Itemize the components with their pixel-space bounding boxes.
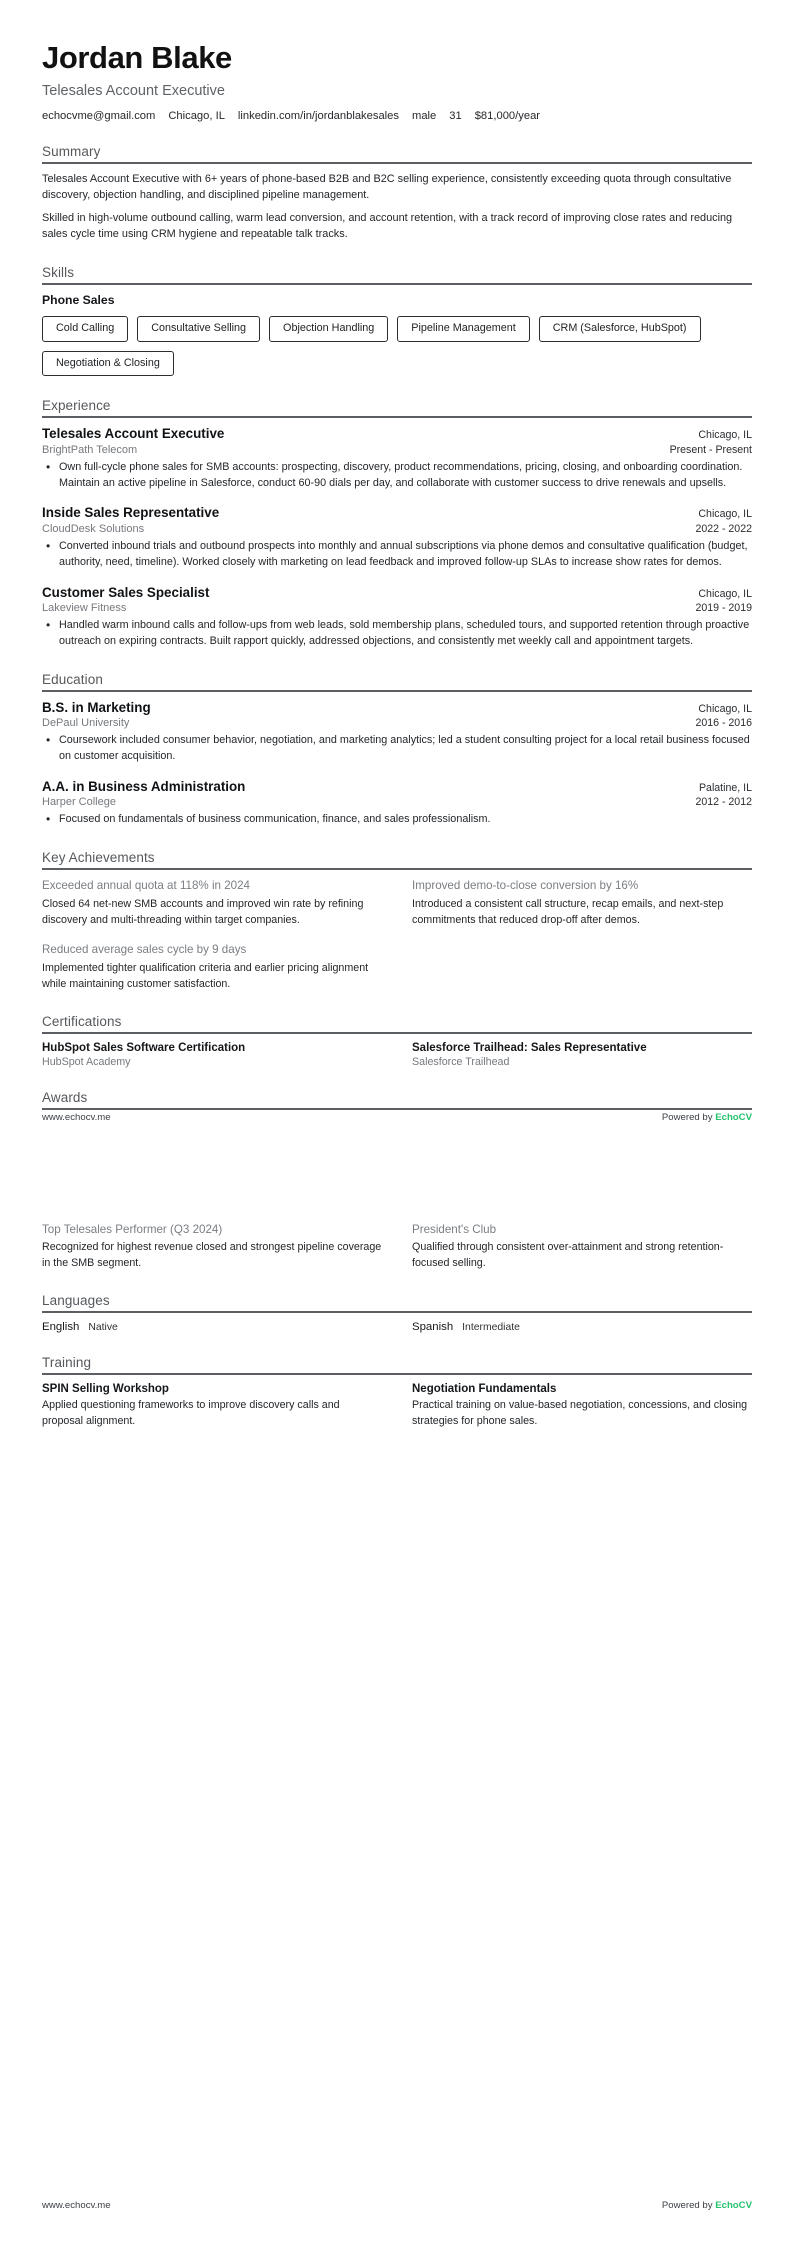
certification-grid: [42, 1042, 752, 1068]
language-item: [412, 1321, 752, 1333]
experience-location: Chicago, IL: [698, 587, 752, 600]
training-body: Practical training on value-based negotiation, concessions, and closing strategies for phone sales.: [412, 1399, 748, 1427]
achievement-body: Introduced a consistent call structure, recap emails, and next-step commitments that reduced drop-off after demos.: [412, 898, 724, 926]
contact-age: 31: [449, 110, 462, 122]
certification-title: HubSpot Sales Software Certification: [42, 1042, 246, 1055]
section-title-awards: Awards: [42, 1090, 88, 1106]
award-item: [42, 1223, 382, 1271]
candidate-name: Jordan Blake: [42, 40, 232, 75]
language-name: English: [42, 1321, 80, 1334]
skill-chip[interactable]: Pipeline Management: [397, 316, 529, 342]
certification-issuer: Salesforce Trailhead: [412, 1056, 510, 1069]
bullet-item: • Coursework included consumer behavior, negotiation, and marketing analytics; led a student consulting project for a local retail business focused on customer acquisition.: [57, 733, 752, 764]
education-institution: Harper College: [42, 796, 116, 809]
achievement-body: Closed 64 net-new SMB accounts and improved win rate by refining discovery and multi-threading within target companies.: [42, 898, 364, 926]
skill-chip[interactable]: Negotiation & Closing: [42, 351, 174, 377]
achievement-body: Implemented tighter qualification criteria and earlier pricing alignment while maintaining customer satisfaction.: [42, 962, 369, 990]
section-training: [42, 1355, 752, 1429]
skill-chip-list: [42, 316, 752, 377]
skill-chip[interactable]: Consultative Selling: [137, 316, 260, 342]
skill-group-name: Phone Sales: [42, 292, 115, 307]
section-rule: [42, 1373, 752, 1375]
section-education: [42, 672, 752, 828]
training-title: SPIN Selling Workshop: [42, 1383, 169, 1396]
skill-chip[interactable]: CRM (Salesforce, HubSpot): [539, 316, 701, 342]
language-level: Intermediate: [462, 1322, 520, 1334]
section-title-languages: Languages: [42, 1293, 110, 1309]
bullet-item: • Own full-cycle phone sales for SMB accounts: prospecting, discovery, product recommendations, pricing, closing, and onboarding coordination. Maintain an active pipeline in Salesforce, conduct 60-90 dials per day, and collaborate with customer success to drive renewals and upsells.: [57, 460, 752, 491]
education-bullets: [42, 733, 752, 764]
experience-title: Telesales Account Executive: [42, 426, 225, 442]
certification-issuer: HubSpot Academy: [42, 1056, 131, 1069]
section-summary: [42, 144, 752, 243]
experience-location: Chicago, IL: [698, 508, 752, 521]
summary-paragraph: Skilled in high-volume outbound calling, warm lead conversion, and account retention, with a track record of improving close rates and reducing sales cycle time using CRM hygiene and repeatable talk tracks.: [42, 211, 733, 240]
achievement-title: Exceeded annual quota at 118% in 2024: [42, 878, 250, 892]
training-body: Applied questioning frameworks to improve discovery calls and proposal alignment.: [42, 1399, 340, 1427]
section-title-education: Education: [42, 671, 103, 687]
education-degree: B.S. in Marketing: [42, 699, 151, 715]
training-item: [42, 1383, 382, 1429]
experience-organization: CloudDesk Solutions: [42, 523, 145, 536]
section-title-certifications: Certifications: [42, 1014, 122, 1030]
footer-powered-by: [662, 1112, 752, 1123]
page-footer: [42, 2200, 752, 2211]
section-experience: [42, 398, 752, 649]
award-item: [412, 1223, 752, 1271]
contact-gender: male: [412, 110, 437, 122]
section-rule: [42, 1032, 752, 1034]
achievement-item: [42, 942, 382, 992]
bullet-item: • Converted inbound trials and outbound prospects into monthly and annual subscriptions via phone demos and consultative qualification (budget, authority, need, timeline). Worked closely with marketing on lead feedback and improved follow-up SLAs to increase show rates for demos.: [57, 539, 752, 570]
contact-location: Chicago, IL: [168, 110, 225, 122]
footer-brand-name[interactable]: EchoCV: [715, 1112, 752, 1123]
education-location: Palatine, IL: [698, 781, 752, 794]
experience-bullets: [42, 539, 752, 570]
language-level: Native: [88, 1322, 118, 1334]
footer-powered-by: [662, 2200, 752, 2211]
section-title-experience: Experience: [42, 398, 111, 414]
footer-powered-label: Powered by: [661, 1112, 716, 1123]
certification-title: Salesforce Trailhead: Sales Representative: [412, 1042, 647, 1055]
education-degree: A.A. in Business Administration: [42, 778, 246, 794]
resume-header: [42, 40, 752, 122]
bullet-item: • Handled warm inbound calls and follow-ups from web leads, sold membership plans, scheduled tours, and supported retention through proactive outreach on expiring contracts. Built rapport quickly, addressed objections, and consistently met weekly call and appointment targets.: [57, 618, 752, 649]
experience-organization: Lakeview Fitness: [42, 602, 127, 615]
experience-title: Customer Sales Specialist: [42, 584, 210, 600]
achievement-title: Improved demo-to-close conversion by 16%: [412, 878, 639, 892]
section-title-training: Training: [42, 1355, 92, 1371]
section-rule: [42, 283, 752, 285]
language-item: [42, 1321, 382, 1333]
experience-bullets: [42, 460, 752, 491]
section-title-skills: Skills: [42, 264, 75, 280]
experience-organization: BrightPath Telecom: [42, 444, 138, 457]
section-title-key-achievements: Key Achievements: [42, 849, 155, 865]
experience-dates: 2019 - 2019: [695, 602, 752, 615]
language-grid: [42, 1321, 752, 1333]
achievement-item: [42, 878, 382, 928]
experience-dates: 2022 - 2022: [695, 523, 752, 536]
footer-powered-label: Powered by: [661, 2200, 716, 2211]
education-dates: 2012 - 2012: [695, 796, 752, 809]
summary-paragraph: Telesales Account Executive with 6+ years of phone-based B2B and B2C selling experience, consistently exceeding quota through consultative discovery, objection handling, and disciplined pipeline management.: [42, 173, 732, 201]
section-rule: [42, 690, 752, 692]
contact-salary: $81,000/year: [474, 110, 541, 122]
education-institution: DePaul University: [42, 717, 130, 730]
education-dates: 2016 - 2016: [695, 717, 752, 730]
experience-location: Chicago, IL: [698, 429, 752, 442]
experience-entry: [42, 505, 752, 570]
skill-chip[interactable]: Objection Handling: [269, 316, 388, 342]
contact-email: echocvme@gmail.com: [42, 110, 156, 122]
award-body: Qualified through consistent over-attainment and strong retention-focused selling.: [412, 1241, 724, 1269]
bullet-item: • Focused on fundamentals of business communication, finance, and sales professionalism.: [57, 812, 752, 828]
award-title: Top Telesales Performer (Q3 2024): [42, 1223, 223, 1237]
award-body: Recognized for highest revenue closed and strongest pipeline coverage in the SMB segment.: [42, 1241, 382, 1269]
footer-site-url[interactable]: www.echocv.me: [42, 2200, 111, 2211]
section-skills: [42, 265, 752, 377]
education-entry: [42, 779, 752, 828]
section-title-summary: Summary: [42, 144, 101, 159]
candidate-headline: Telesales Account Executive: [42, 83, 225, 99]
experience-bullets: [42, 618, 752, 649]
experience-title: Inside Sales Representative: [42, 505, 220, 521]
skill-chip[interactable]: Cold Calling: [42, 316, 128, 342]
section-certifications: [42, 1014, 752, 1068]
footer-site-url[interactable]: www.echocv.me: [42, 1112, 111, 1123]
training-title: Negotiation Fundamentals: [412, 1383, 557, 1396]
experience-entry: [42, 426, 752, 491]
experience-entry: [42, 585, 752, 650]
section-rule: [42, 416, 752, 418]
section-rule: [42, 868, 752, 870]
training-grid: [42, 1383, 752, 1429]
section-rule: [42, 162, 752, 164]
achievement-item: [412, 878, 752, 928]
award-title: President's Club: [412, 1223, 497, 1237]
experience-dates: Present - Present: [669, 444, 752, 457]
page-footer: [42, 1112, 752, 1123]
education-entry: [42, 700, 752, 765]
certification-item: [412, 1042, 752, 1068]
achievement-title: Reduced average sales cycle by 9 days: [42, 943, 247, 957]
section-rule: [42, 1108, 752, 1110]
education-bullets: [42, 812, 752, 828]
award-grid: [42, 1223, 752, 1271]
training-item: [412, 1383, 752, 1429]
section-rule: [42, 1311, 752, 1313]
education-location: Chicago, IL: [698, 702, 752, 715]
certification-item: [42, 1042, 382, 1068]
language-name: Spanish: [412, 1321, 454, 1334]
contact-line: [42, 110, 752, 122]
section-languages: [42, 1293, 752, 1333]
footer-brand-name[interactable]: EchoCV: [715, 2200, 752, 2211]
section-key-achievements: [42, 850, 752, 992]
achievement-grid: [42, 878, 752, 992]
contact-linkedin[interactable]: linkedin.com/in/jordanblakesales: [237, 110, 399, 122]
